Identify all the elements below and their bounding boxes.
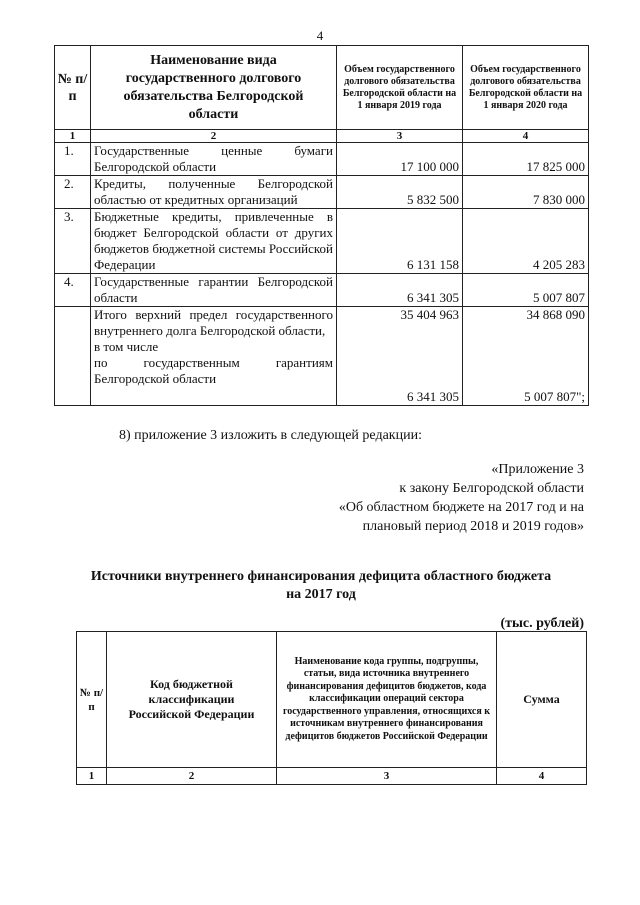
index-cell: 1: [55, 130, 91, 143]
table1-index-row: [55, 130, 589, 143]
row-name: Государственные ценные бумаги Белгородской области: [91, 143, 337, 176]
index-cell: 1: [77, 768, 107, 785]
index-cell: 3: [337, 130, 463, 143]
total-number-cell: [55, 307, 91, 406]
table-row: [55, 274, 589, 307]
table1-header-row: [55, 46, 589, 130]
header-code-description: Наименование кода группы, подгруппы, статьи, вида источника внутреннего финансирования дефицитов бюджетов, кода классификации операций сектора государственного управления, относящихся к источникам внутреннего финансирования дефицитов бюджетов Российской Федерации: [277, 632, 497, 768]
row-number: 1.: [55, 143, 91, 176]
total-values-2019: [337, 307, 463, 406]
row-number: 2.: [55, 176, 91, 209]
row-value-2020: 4 205 283: [463, 209, 589, 274]
total-values-2020: [463, 307, 589, 406]
table2-header-row: [77, 632, 587, 768]
total-line-1: Итого верхний предел государственного внутреннего долга Белгородской области,: [94, 307, 333, 338]
debt-obligations-table: [54, 45, 589, 406]
section-title-line-1: Источники внутреннего финансирования дефицита областного бюджета: [90, 569, 552, 584]
section-title: [54, 568, 588, 604]
total-value-2019: 35 404 963: [400, 307, 459, 322]
guarantee-value-2019: 6 341 305: [407, 389, 459, 404]
units-label: (тыс. рублей): [500, 616, 584, 631]
row-value-2019: 6 341 305: [337, 274, 463, 307]
row-name: Кредиты, полученные Белгородской областью от кредитных организаций: [91, 176, 337, 209]
total-description: [91, 307, 337, 406]
guarantee-value-2020: 5 007 807";: [524, 389, 585, 404]
total-line-2: в том числе: [94, 339, 159, 354]
table-row: [55, 209, 589, 274]
header-obligation-type: Наименование вида государственного долгового обязательства Белгородской области: [91, 46, 337, 130]
appendix-line-1: «Приложение 3: [491, 462, 584, 477]
row-value-2019: 17 100 000: [337, 143, 463, 176]
index-cell: 3: [277, 768, 497, 785]
appendix-line-3: «Об областном бюджете на 2017 год и на: [338, 500, 584, 515]
page-number: 4: [316, 28, 324, 43]
row-number: 3.: [55, 209, 91, 274]
appendix-reference: [244, 460, 584, 536]
appendix-line-2: к закону Белгородской области: [399, 481, 584, 496]
header-budget-code: Код бюджетной классификации Российской Федерации: [107, 632, 277, 768]
row-value-2019: 5 832 500: [337, 176, 463, 209]
header-sum: Сумма: [497, 632, 587, 768]
total-line-3: по государственным гарантиям Белгородской области: [94, 355, 333, 386]
header-volume-2019: Объем государственного долгового обязательства Белгородской области на 1 января 2019 года: [337, 46, 463, 130]
header-num: № п/п: [77, 632, 107, 768]
amendment-text: 8) приложение 3 изложить в следующей редакции:: [119, 428, 422, 443]
appendix-line-4: плановый период 2018 и 2019 годов»: [362, 519, 584, 534]
row-name: Государственные гарантии Белгородской области: [91, 274, 337, 307]
row-value-2020: 17 825 000: [463, 143, 589, 176]
table-row-total: [55, 307, 589, 406]
index-cell: 4: [497, 768, 587, 785]
index-cell: 4: [463, 130, 589, 143]
row-number: 4.: [55, 274, 91, 307]
row-value-2020: 7 830 000: [463, 176, 589, 209]
table2-index-row: [77, 768, 587, 785]
row-name: Бюджетные кредиты, привлеченные в бюджет Белгородской области от других бюджетов бюджетной системы Российской Федерации: [91, 209, 337, 274]
header-volume-2020: Объем государственного долгового обязательства Белгородской области на 1 января 2020 года: [463, 46, 589, 130]
table-row: [55, 176, 589, 209]
total-value-2020: 34 868 090: [526, 307, 585, 322]
row-value-2019: 6 131 158: [337, 209, 463, 274]
row-value-2020: 5 007 807: [463, 274, 589, 307]
header-num: № п/п: [55, 46, 91, 130]
index-cell: 2: [91, 130, 337, 143]
index-cell: 2: [107, 768, 277, 785]
financing-sources-table: [76, 631, 587, 785]
section-title-line-2: на 2017 год: [286, 587, 356, 602]
table-row: [55, 143, 589, 176]
